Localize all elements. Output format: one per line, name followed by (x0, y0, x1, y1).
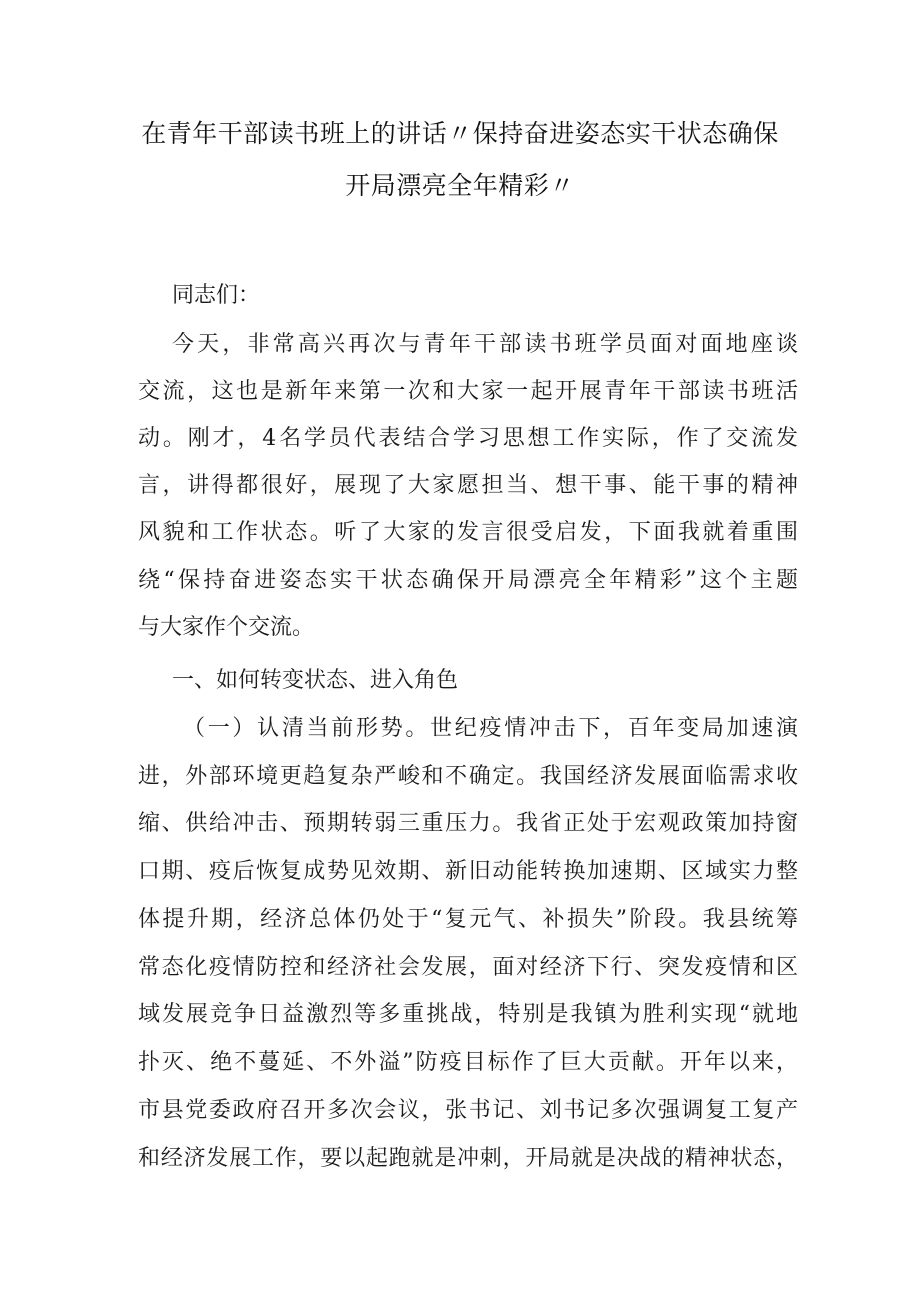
paragraph-line: 交流，这也是新年来第一次和大家一起开展青年干部读书班活 (138, 379, 798, 404)
document-title-line-2: 开局漂亮全年精彩〃 (345, 171, 575, 200)
paragraph-line: 风貌和工作状态。听了大家的发言很受启发，下面我就着重围 (138, 520, 798, 545)
paragraph-line: 与大家作个交流。 (138, 615, 315, 640)
paragraph-line: 言，讲得都很好，展现了大家愿担当、想干事、能干事的精神 (138, 473, 798, 498)
paragraph-line: （一）认清当前形势。世纪疫情冲击下，百年变局加速演 (183, 716, 798, 741)
paragraph-line: 口期、疫后恢复成势见效期、新旧动能转换加速期、区域实力整 (138, 859, 798, 884)
paragraph-line: 动。刚才，4名学员代表结合学习思想工作实际，作了交流发 (138, 426, 798, 451)
paragraph-line: 进，外部环境更趋复杂严峻和不确定。我国经济发展面临需求收 (138, 764, 798, 789)
section-heading: 一、如何转变状态、进入角色 (172, 668, 459, 693)
paragraph-line: 市县党委政府召开多次会议，张书记、刘书记多次强调复工复产 (138, 1098, 798, 1123)
paragraph-line: 域发展竞争日益激烈等多重挑战，特别是我镇为胜利实现“就地 (138, 1002, 798, 1027)
paragraph-line: 和经济发展工作，要以起跑就是冲刺，开局就是决战的精神状态， (138, 1146, 798, 1171)
paragraph-line: 体提升期，经济总体仍处于“复元气、补损失”阶段。我县统筹 (138, 907, 798, 932)
paragraph-line: 绕“保持奋进姿态实干状态确保开局漂亮全年精彩”这个主题 (138, 568, 798, 593)
document-title-line-1: 在青年干部读书班上的讲话〃保持奋进姿态实干状态确保 (141, 119, 779, 148)
paragraph-line: 今天，非常高兴再次与青年干部读书班学员面对面地座谈 (172, 332, 798, 357)
paragraph-line: 缩、供给冲击、预期转弱三重压力。我省正处于宏观政策加持窗 (138, 811, 798, 836)
salutation: 同志们： (172, 283, 261, 308)
paragraph-line: 扑灭、绝不蔓延、不外溢”防疫目标作了巨大贡献。开年以来， (138, 1050, 798, 1075)
paragraph-line: 常态化疫情防控和经济社会发展，面对经济下行、突发疫情和区 (138, 955, 798, 980)
